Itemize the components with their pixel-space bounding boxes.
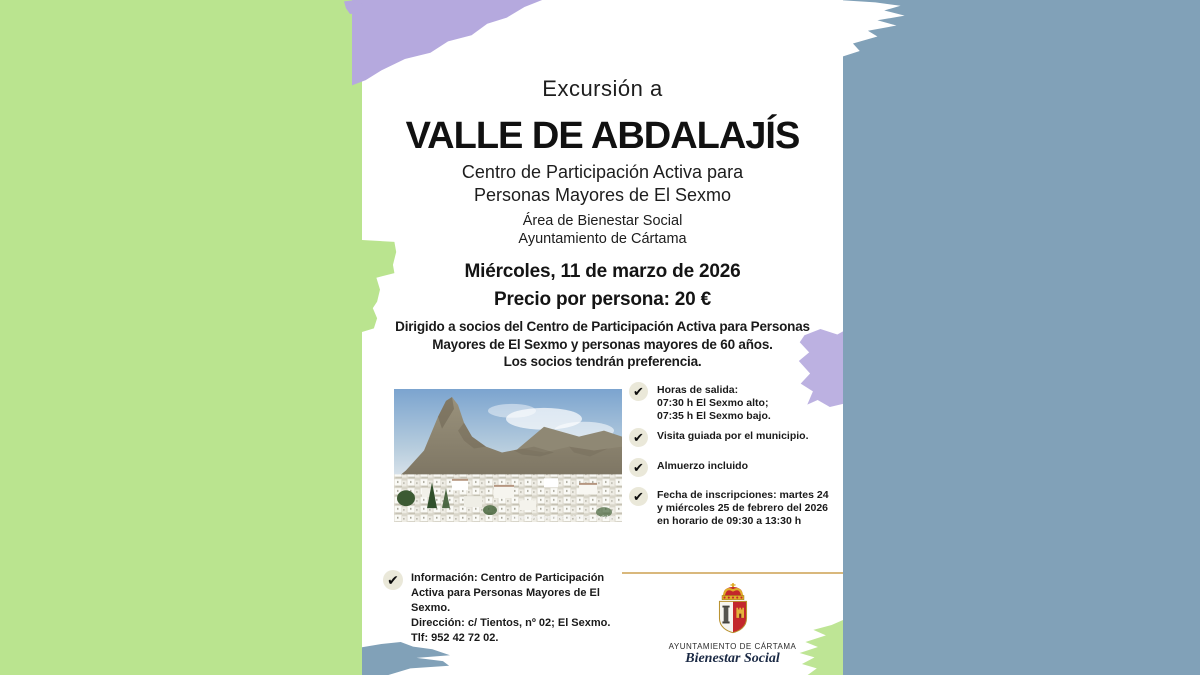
check-icon: ✔ — [629, 428, 648, 447]
audience-line: Dirigido a socios del Centro de Participación Activa para Personas — [395, 319, 810, 334]
department-name: Bienestar Social — [685, 651, 780, 666]
checklist-line: y miércoles 25 de febrero del 2026 — [657, 501, 829, 514]
valle-de-abdalajis-photo — [394, 389, 622, 522]
checklist-line: Almuerzo incluido — [657, 460, 749, 472]
left-background-band — [0, 0, 362, 675]
info-line: Sexmo. — [411, 602, 451, 614]
check-icon: ✔ — [629, 382, 648, 401]
checklist-item-lunch — [629, 458, 843, 477]
audience-line: Los socios tendrán preferencia. — [503, 354, 702, 369]
info-line: Tlf: 952 42 72 02. — [411, 632, 499, 644]
check-icon: ✔ — [629, 458, 648, 477]
checklist-item-departure — [629, 382, 843, 422]
info-line: Dirección: c/ Tientos, nº 02; El Sexmo. — [411, 617, 611, 629]
audience-line: Mayores de El Sexmo y personas mayores de 60 años. — [432, 336, 773, 352]
checklist-item-registration — [629, 487, 843, 527]
info-line: Activa para Personas Mayores de El — [411, 587, 600, 599]
photo-caption: Imagen: Ayuntamiento de Valle de Abdalajís. — [509, 515, 618, 522]
cartama-coat-of-arms — [711, 580, 755, 638]
organizer-line: Área de Bienestar Social — [522, 213, 683, 229]
event-date: Miércoles, 11 de marzo de 2026 — [464, 261, 741, 282]
kicker-text: Excursión a — [542, 76, 663, 101]
checklist-line: Horas de salida: — [657, 384, 739, 396]
organizer — [362, 212, 843, 248]
right-background-band — [843, 0, 1200, 675]
audience-note — [362, 318, 843, 371]
contact-info — [383, 570, 618, 646]
organizer-line: Ayuntamiento de Cártama — [518, 231, 687, 247]
checklist-line: 07:35 h El Sexmo bajo. — [657, 409, 771, 422]
checklist-line: 07:30 h El Sexmo alto; — [657, 396, 769, 409]
subtitle-line: Personas Mayores de El Sexmo — [473, 185, 732, 205]
poster-title: VALLE DE ABDALAJÍS — [405, 115, 800, 157]
municipality-name: AYUNTAMIENTO DE CÁRTAMA — [668, 642, 797, 651]
footer-divider-line — [622, 572, 843, 574]
check-icon: ✔ — [383, 570, 403, 590]
checklist-line: Visita guiada por el municipio. — [657, 430, 809, 442]
subtitle — [362, 161, 843, 207]
check-icon: ✔ — [629, 487, 648, 506]
checklist-item-guided-tour — [629, 428, 843, 447]
checklist-line: Fecha de inscripciones: martes 24 — [657, 489, 829, 501]
event-price: Precio por persona: 20 € — [494, 289, 711, 310]
info-line: Información: Centro de Participación — [411, 572, 605, 584]
subtitle-line: Centro de Participación Activa para — [461, 162, 744, 182]
checklist-line: en horario de 09:30 a 13:30 h — [657, 514, 802, 527]
